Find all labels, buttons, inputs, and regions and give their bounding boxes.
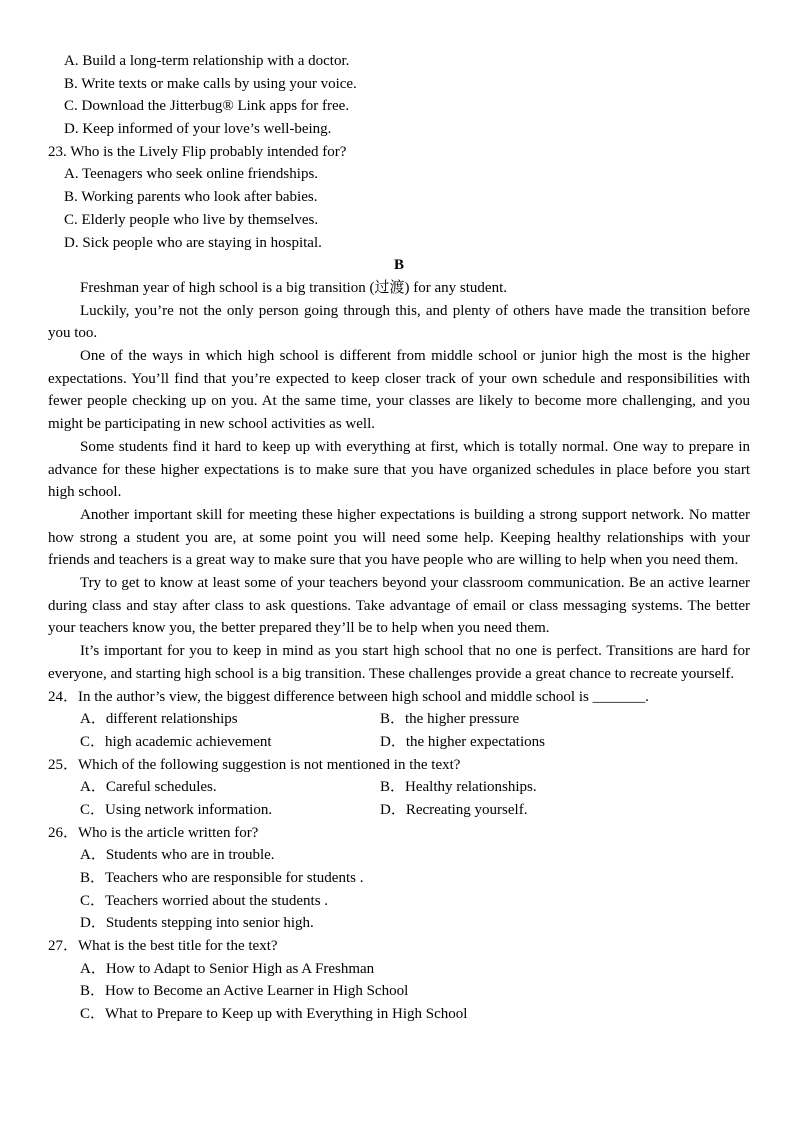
q22-option-a: A. Build a long-term relationship with a doctor.	[64, 53, 350, 69]
q24-option-a: A．different relationships	[80, 711, 238, 728]
q23-option-d: D. Sick people who are staying in hospital.	[64, 234, 322, 251]
q26-option-c: C．Teachers worried about the students .	[80, 892, 329, 909]
passage-paragraph-2: Luckily, you’re not the only person going through this, and plenty of others have made the transition before you too.	[48, 302, 750, 342]
q24-options-row-2	[48, 731, 750, 754]
passage-paragraph-6: Try to get to know at least some of your teachers beyond your classroom communication. Be an active learner during class and stay after class to ask questions. Take advantage of email or class messaging systems. The better your teachers know you, the better prepared they’ll be to help when you need them.	[48, 575, 750, 637]
q24-options-row-1	[48, 708, 750, 731]
passage-paragraph-5: Another important skill for meeting these higher expectations is building a strong support network. No matter how strong a student you are, at some point you will need some help. Keeping healthy relationships with your friends and teachers is a great way to make sure that you have people who are willing to help when you need them.	[48, 506, 750, 569]
q22-option-d: D. Keep informed of your love’s well-being.	[64, 121, 332, 138]
q23-option-b: B. Working parents who look after babies.	[64, 189, 318, 206]
section-title: B	[393, 257, 404, 274]
q25-option-b: B．Healthy relationships.	[380, 779, 537, 796]
exam-page	[48, 50, 750, 1026]
q24-option-d: D．the higher expectations	[380, 733, 545, 750]
q23-option-c: C. Elderly people who live by themselves.	[64, 211, 319, 228]
q23-option-a: A. Teenagers who seek online friendships.	[64, 166, 319, 183]
passage-paragraph-3: One of the ways in which high school is different from middle school or junior high the most is the higher expectations. You’ll find that you’re expected to keep closer track of your own schedule and responsibilities with fewer people checking up on you. At the same time, your classes are likely to become more challenging, and you might be participating in new school activities as well.	[48, 347, 750, 433]
q23-stem: 23. Who is the Lively Flip probably intended for?	[48, 143, 347, 160]
q27-option-a: A．How to Adapt to Senior High as A Freshman	[80, 960, 375, 977]
q25-options-row-2	[48, 799, 750, 822]
q25-option-d: D．Recreating yourself.	[380, 801, 528, 818]
q24-option-b: B．the higher pressure	[380, 711, 520, 728]
passage-paragraph-7: It’s important for you to keep in mind as you start high school that no one is perfect. Transitions are hard for everyone, and starting high school is a big transition. These challenges provide a great chance to recreate yourself.	[48, 643, 750, 682]
passage-paragraph-1: Freshman year of high school is a big transition (过渡) for any student.	[80, 279, 508, 296]
q26-option-a: A．Students who are in trouble.	[80, 847, 275, 864]
q22-option-b: B. Write texts or make calls by using your voice.	[64, 75, 357, 92]
q27-option-c: C．What to Prepare to Keep up with Everything in High School	[80, 1006, 468, 1023]
q27-option-b: B．How to Become an Active Learner in High School	[80, 983, 409, 1000]
q25-option-c: C．Using network information.	[80, 801, 273, 818]
q24-stem: 24．In the author’s view, the biggest difference between high school and middle school is _______.	[48, 688, 649, 705]
q25-options-row-1	[48, 776, 750, 799]
q22-option-c: C. Download the Jitterbug® Link apps for free.	[64, 98, 350, 115]
q25-option-a: A．Careful schedules.	[80, 779, 217, 796]
q26-option-b: B．Teachers who are responsible for students .	[80, 870, 364, 887]
q27-stem: 27．What is the best title for the text?	[48, 938, 278, 955]
q24-option-c: C．high academic achievement	[80, 733, 272, 750]
q26-stem: 26．Who is the article written for?	[48, 824, 259, 841]
q25-stem: 25．Which of the following suggestion is not mentioned in the text?	[48, 756, 461, 773]
q26-option-d: D．Students stepping into senior high.	[80, 915, 314, 932]
passage-paragraph-4: Some students find it hard to keep up with everything at first, which is totally normal. One way to prepare in advance for these higher expectations is to make sure that you have organized schedules in place before you start high school.	[48, 438, 750, 501]
